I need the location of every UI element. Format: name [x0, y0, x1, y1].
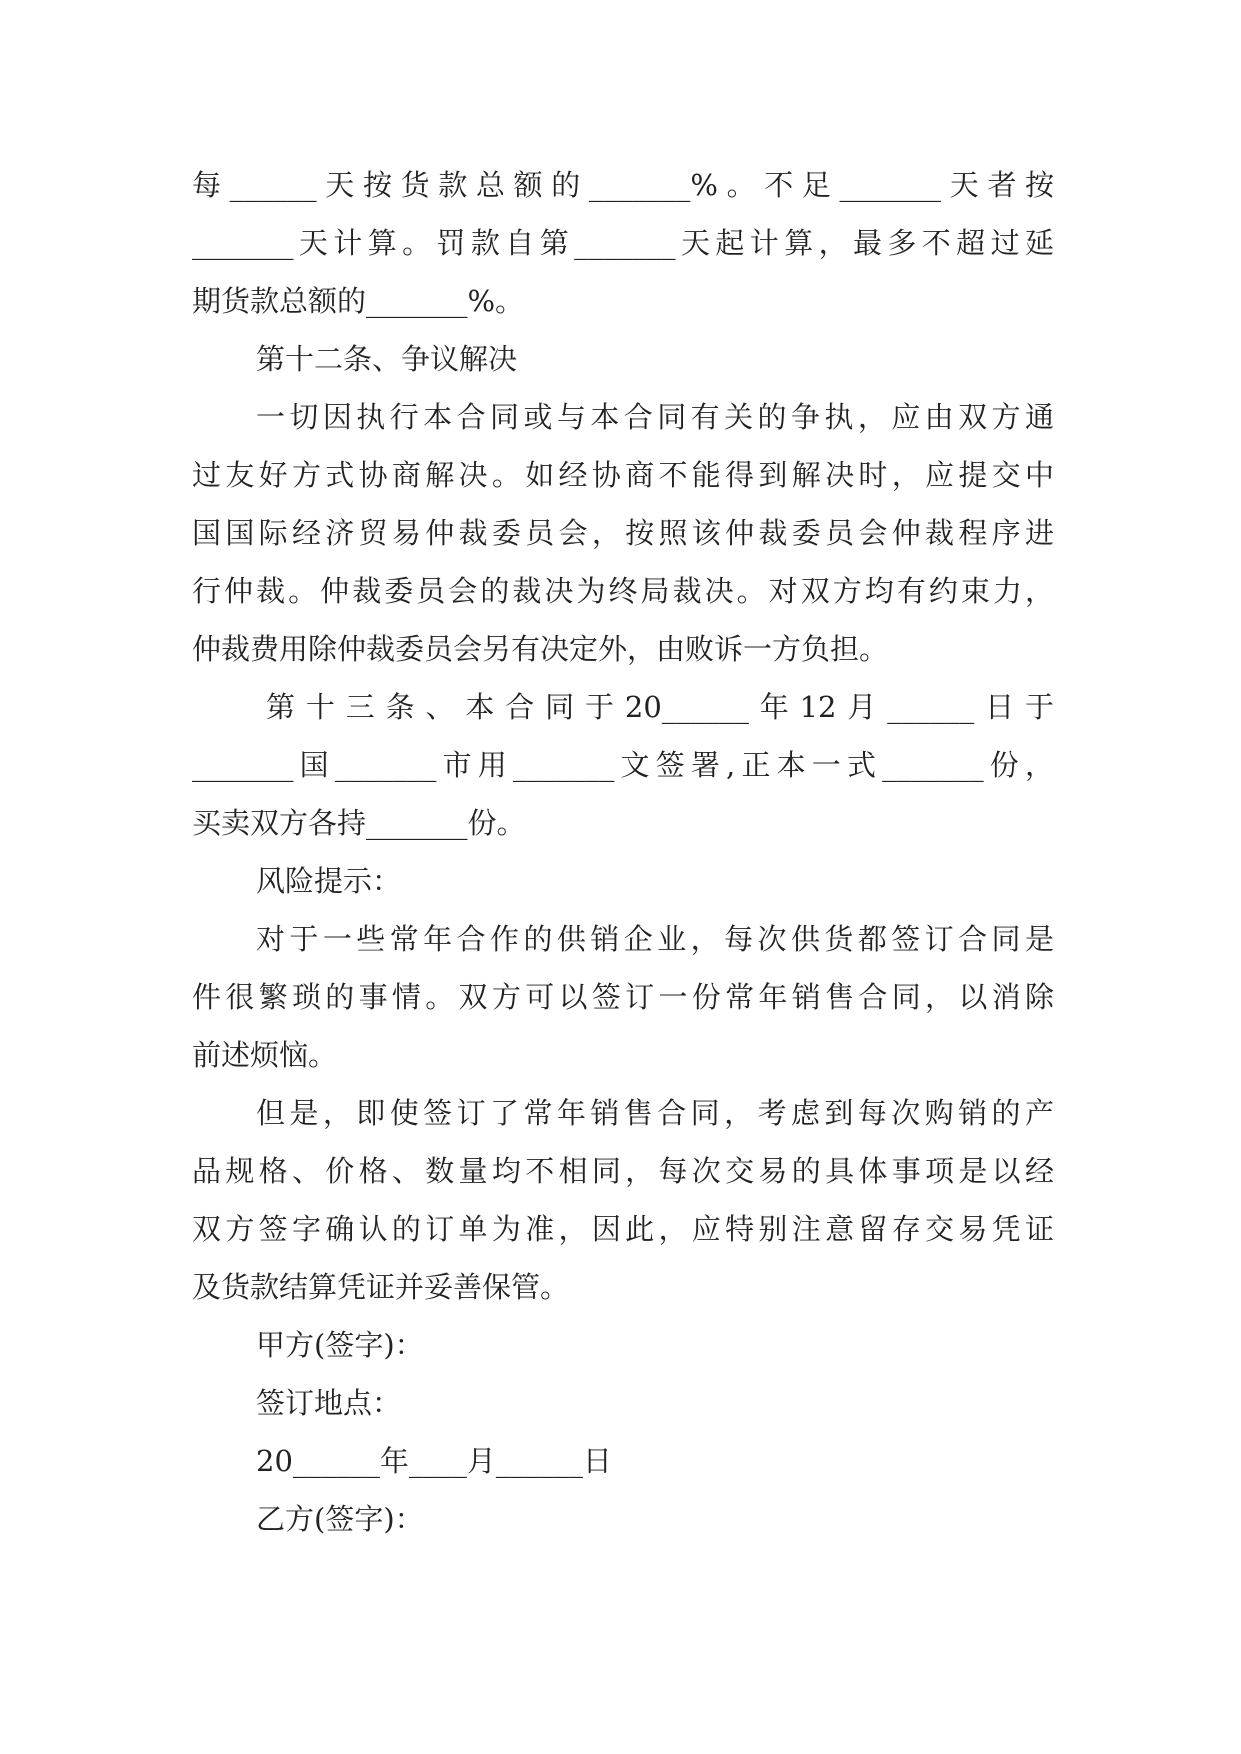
penalty-clause-line-1: 每______天按货款总额的_______%。不足_______天者按: [192, 168, 1054, 202]
signing-date-line: 20______年____月______日: [256, 1444, 612, 1478]
risk-paragraph-1-line-3: 前述烦恼。: [192, 1038, 338, 1072]
dispute-paragraph-line-2: 过友好方式协商解决。如经协商不能得到解决时，应提交中: [192, 458, 1054, 492]
risk-paragraph-1-line-1: 对于一些常年合作的供销企业，每次供货都签订合同是: [256, 922, 1054, 956]
party-a-signature-label: 甲方(签字)：: [256, 1328, 424, 1362]
party-b-signature-label: 乙方(签字)：: [256, 1502, 424, 1536]
signing-location-label: 签订地点：: [256, 1386, 402, 1420]
risk-paragraph-2-line-4: 及货款结算凭证并妥善保管。: [192, 1270, 570, 1304]
penalty-clause-line-3: 期货款总额的_______%。: [192, 284, 525, 318]
dispute-paragraph-line-1: 一切因执行本合同或与本合同有关的争执，应由双方通: [256, 400, 1054, 434]
risk-paragraph-1-line-2: 件很繁琐的事情。双方可以签订一份常年销售合同，以消除: [192, 980, 1054, 1014]
article-13-line-3: 买卖双方各持_______份。: [192, 806, 526, 840]
risk-paragraph-2-line-2: 品规格、价格、数量均不相同，每次交易的具体事项是以经: [192, 1154, 1054, 1188]
article-13-line-2: _______国_______市用_______文签署,正本一式_______份，: [192, 748, 1054, 782]
penalty-clause-line-2: _______天计算。罚款自第_______天起计算，最多不超过延: [192, 226, 1054, 260]
risk-paragraph-2-line-1: 但是，即使签订了常年销售合同，考虑到每次购销的产: [256, 1096, 1054, 1130]
article-13-line-1: 第十三条、本合同于20______年12月______日于: [266, 690, 1054, 724]
document-page: [192, 156, 1054, 1548]
dispute-paragraph-line-3: 国国际经济贸易仲裁委员会，按照该仲裁委员会仲裁程序进: [192, 516, 1054, 550]
risk-paragraph-2-line-3: 双方签字确认的订单为准，因此，应特别注意留存交易凭证: [192, 1212, 1054, 1246]
article-12-heading: 第十二条、争议解决: [256, 342, 518, 376]
dispute-paragraph-line-5: 仲裁费用除仲裁委员会另有决定外，由败诉一方负担。: [192, 632, 889, 666]
dispute-paragraph-line-4: 行仲裁。仲裁委员会的裁决为终局裁决。对双方均有约束力，: [192, 574, 1054, 608]
risk-notice-heading: 风险提示：: [256, 864, 402, 898]
